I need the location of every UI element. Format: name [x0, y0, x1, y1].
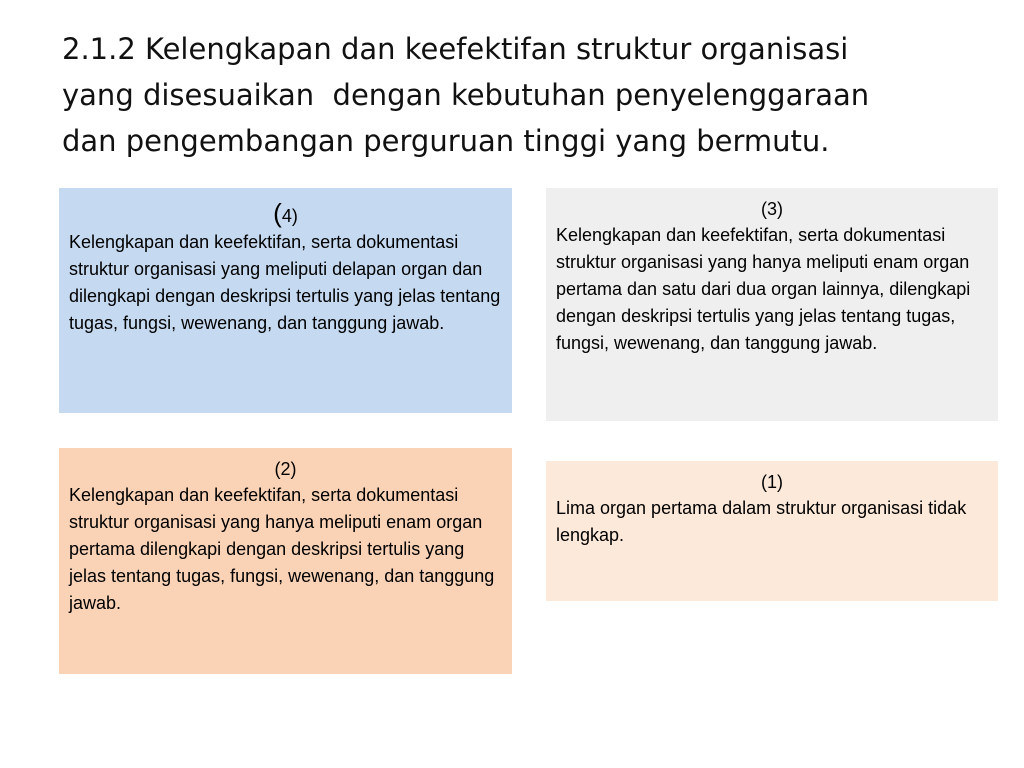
title-line-3: dan pengembangan perguruan tinggi yang bermutu. [62, 124, 830, 158]
title-line-1: 2.1.2 Kelengkapan dan keefektifan struktur organisasi [62, 32, 849, 66]
score-3-description: Kelengkapan dan keefektifan, serta dokumentasi struktur organisasi yang hanya meliputi enam organ pertama dan satu dari dua organ lainnya, dilengkapi dengan deskripsi tertulis yang jelas tentang tugas, fungsi, wewenang, dan tanggung jawab. [556, 225, 971, 353]
score-1-box [546, 461, 998, 601]
score-4-label [69, 200, 502, 229]
score-1-label: (1) [761, 472, 783, 492]
score-1-description: Lima organ pertama dalam struktur organisasi tidak lengkap. [556, 498, 967, 545]
score-2-label: (2) [274, 459, 297, 479]
score-4-paren: ( [273, 198, 282, 228]
score-3-label: (3) [761, 199, 783, 219]
score-4-box [59, 188, 512, 413]
score-4-number: 4) [281, 206, 298, 226]
score-4-description: Kelengkapan dan keefektifan, serta dokumentasi struktur organisasi yang meliputi delapan organ dan dilengkapi dengan deskripsi tertulis yang jelas tentang tugas, fungsi, wewenang, dan tanggung jawab. [69, 232, 501, 333]
title-line-2: yang disesuaikan dengan kebutuhan penyelenggaraan [62, 78, 870, 112]
slide-title [62, 26, 982, 164]
score-2-box [59, 448, 512, 674]
score-2-description: Kelengkapan dan keefektifan, serta dokumentasi struktur organisasi yang hanya meliputi enam organ pertama dilengkapi dengan deskripsi tertulis yang jelas tentang tugas, fungsi, wewenang, dan tanggung jawab. [69, 485, 495, 613]
score-3-box [546, 188, 998, 421]
